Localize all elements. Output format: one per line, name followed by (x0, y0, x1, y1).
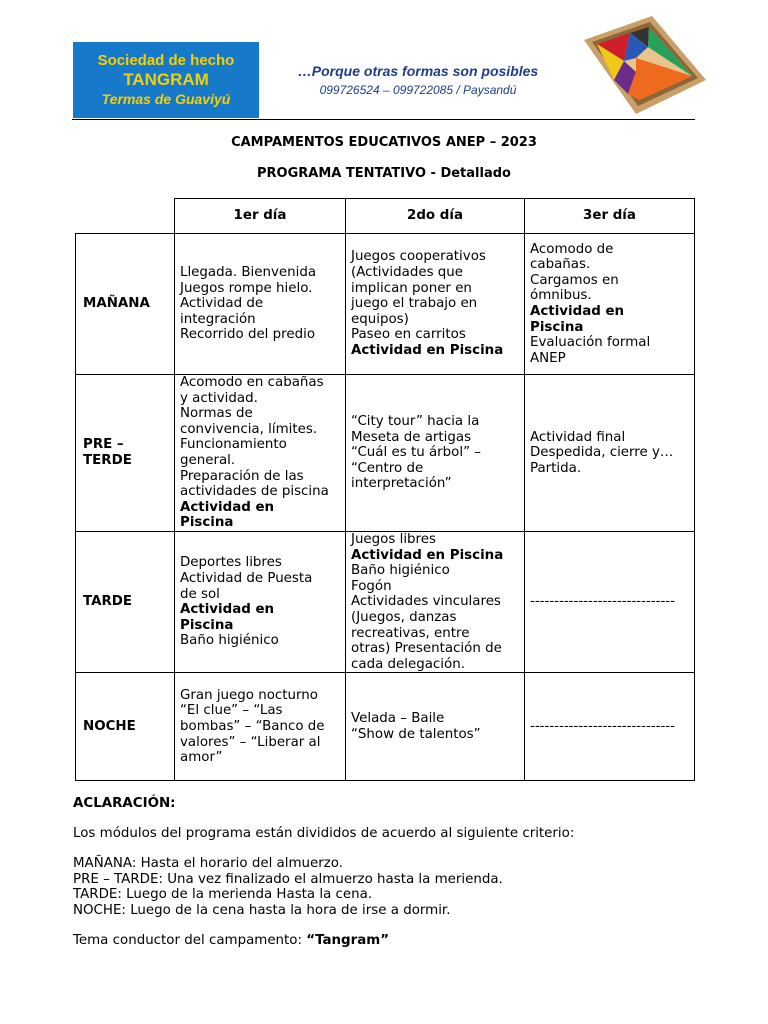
activity-line: interpretación” (351, 476, 452, 492)
activity-line: “El clue” – “Las (180, 703, 283, 719)
activity-line: integración (180, 311, 256, 327)
activity-line: Cargamos en (530, 272, 619, 288)
activity-line: Juegos libres (351, 531, 436, 547)
activity-line: Piscina (180, 515, 234, 531)
activity-line: implican poner en (351, 280, 472, 296)
company-logo (73, 42, 259, 118)
activity-line: Recorrido del predio (180, 327, 316, 343)
activity-line: valores” – “Liberar al (180, 734, 321, 750)
activity-cell (525, 375, 695, 532)
activity-line: actividades de piscina (180, 484, 329, 500)
period-label-line: TERDE (83, 452, 132, 468)
activity-line: recreativas, entre (351, 625, 470, 641)
activity-line: ómnibus. (530, 288, 592, 304)
activity-cell (346, 234, 525, 375)
activity-cell (175, 375, 346, 532)
day-header: 1er día (175, 199, 346, 234)
tagline-text: …Porque otras formas son posibles (297, 63, 539, 79)
activity-cell (346, 531, 525, 672)
activity-line: Actividad de (180, 296, 264, 312)
activity-cell (346, 673, 525, 781)
activity-line: convivencia, límites. (180, 421, 318, 437)
activity-line: Actividad en (180, 499, 275, 515)
activity-line: equipos) (351, 311, 409, 327)
theme-prefix: Tema conductor del campamento: (73, 932, 307, 948)
period-label: NOCHE (76, 673, 175, 781)
activity-line: Piscina (530, 319, 584, 335)
notes-item: TARDE: Luego de la merienda Hasta la cena. (73, 887, 373, 903)
activity-line: Actividades vinculares (351, 594, 501, 610)
notes-intro: Los módulos del programa están divididos de acuerdo al siguiente criterio: (73, 825, 575, 841)
activity-line: Preparación de las (180, 468, 304, 484)
activity-line: “Centro de (351, 460, 424, 476)
period-label-line: PRE – (83, 437, 124, 453)
activity-line: Acomodo de (530, 241, 614, 257)
empty-corner-cell (76, 199, 175, 234)
spacer (73, 841, 713, 856)
activity-line: Piscina (180, 617, 234, 633)
activity-line: (Juegos, danzas (351, 609, 457, 625)
activity-line: “Cuál es tu árbol” – (351, 445, 481, 461)
header-divider (72, 119, 695, 120)
clarification-section (73, 796, 713, 948)
activity-line: Deportes libres (180, 555, 282, 571)
table-row-manana (76, 234, 695, 375)
document-subtitle: PROGRAMA TENTATIVO - Detallado (257, 166, 511, 181)
document-title: CAMPAMENTOS EDUCATIVOS ANEP – 2023 (231, 135, 537, 150)
activity-line: bombas” – “Banco de (180, 718, 325, 734)
spacer (73, 812, 713, 826)
activity-cell (175, 673, 346, 781)
activity-line: juego el trabajo en (351, 296, 478, 312)
contact-info: 099726524 – 099722085 / Paysandú (319, 83, 517, 97)
notes-item: MAÑANA: Hasta el horario del almuerzo. (73, 856, 344, 872)
logo-line-2: TANGRAM (123, 70, 209, 89)
notes-item: PRE – TARDE: Una vez finalizado el almuerzo hasta la merienda. (73, 871, 503, 887)
logo-line-3: Termas de Guaviyú (101, 91, 231, 107)
activity-line: Actividad en Piscina (351, 547, 504, 563)
period-label: TARDE (76, 531, 175, 672)
day-header: 2do día (346, 199, 525, 234)
activity-line: y actividad. (180, 390, 258, 406)
activity-line: “Show de talentos” (351, 726, 481, 742)
schedule-table (75, 198, 695, 781)
spacer (73, 919, 713, 933)
activity-line: Gran juego nocturno (180, 687, 318, 703)
activity-line: Juegos rompe hielo. (180, 280, 313, 296)
activity-line: Actividad de Puesta (180, 570, 313, 586)
header-tagline (262, 62, 574, 98)
table-row-noche (76, 673, 695, 781)
activity-line: Partida. (530, 460, 582, 476)
activity-line: cada delegación. (351, 656, 465, 672)
activity-line: Actividad en Piscina (351, 342, 504, 358)
activity-line: de sol (180, 586, 220, 602)
activity-line: Juegos cooperativos (351, 249, 486, 265)
day-header: 3er día (525, 199, 695, 234)
activity-line: amor” (180, 750, 223, 766)
logo-line-1: Sociedad de hecho (97, 52, 235, 69)
activity-line: ANEP (530, 350, 566, 366)
notes-item: NOCHE: Luego de la cena hasta la hora de irse a dormir. (73, 902, 451, 918)
activity-line: Fogón (351, 578, 392, 594)
activity-line: (Actividades que (351, 265, 464, 281)
activity-line: Paseo en carritos (351, 327, 466, 343)
activity-line: Llegada. Bienvenida (180, 265, 317, 281)
activity-line: Funcionamiento (180, 437, 287, 453)
activity-line: Velada – Baile (351, 711, 445, 727)
tangram-puzzle-image (578, 14, 710, 116)
table-header-row (76, 199, 695, 234)
activity-line: general. (180, 452, 236, 468)
activity-line: Baño higiénico (351, 563, 450, 579)
table-row-tarde (76, 531, 695, 672)
activity-cell (525, 234, 695, 375)
activity-line: Evaluación formal (530, 335, 651, 351)
activity-line: Baño higiénico (180, 633, 279, 649)
activity-line: Despedida, cierre y… (530, 445, 674, 461)
activity-cell (175, 234, 346, 375)
activity-line: otras) Presentación de (351, 641, 502, 657)
activity-cell (525, 531, 695, 672)
notes-heading: ACLARACIÓN: (73, 796, 176, 811)
activity-line: Meseta de artigas (351, 429, 472, 445)
activity-line: cabañas. (530, 257, 591, 273)
activity-line: Actividad en (180, 602, 275, 618)
activity-line: “City tour” hacia la (351, 413, 480, 429)
activity-line: Actividad en (530, 304, 625, 319)
activity-line: Normas de (180, 406, 253, 422)
theme-value: “Tangram” (306, 932, 390, 948)
table-row-pre-tarde (76, 375, 695, 532)
activity-line: Acomodo en cabañas (180, 375, 324, 390)
period-label (76, 375, 175, 532)
activity-line: Actividad final (530, 429, 626, 445)
activity-line: ------------------------------ (530, 594, 675, 610)
activity-cell (525, 673, 695, 781)
activity-line: ------------------------------ (530, 718, 675, 734)
period-label: MAÑANA (76, 234, 175, 375)
theme-line (73, 933, 713, 949)
activity-cell (175, 531, 346, 672)
activity-cell (346, 375, 525, 532)
